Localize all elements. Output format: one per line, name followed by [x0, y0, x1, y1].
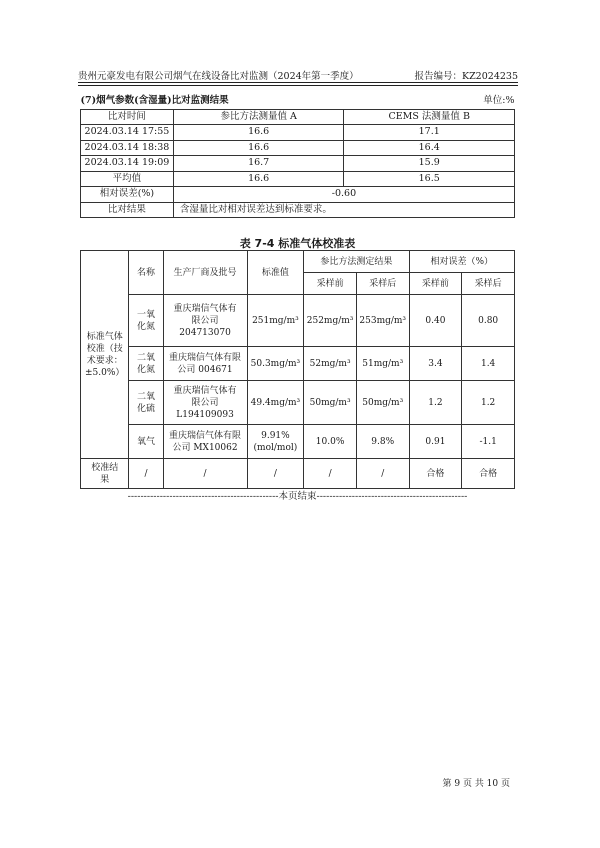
gas-after: 51mg/m³: [356, 347, 409, 381]
table-row: [81, 156, 515, 172]
gas-std: 251mg/m³: [247, 295, 304, 347]
page-number: 第 9 页 共 10 页: [442, 779, 510, 789]
gas-err-before: 0.40: [409, 295, 462, 347]
result-cell: /: [163, 459, 247, 489]
cell-ref: 16.6: [173, 125, 344, 141]
cell-ref: 16.6: [173, 140, 344, 156]
cell-cems: 16.4: [344, 140, 515, 156]
col-header-ref-group: 参比方法测定结果: [304, 251, 409, 273]
gas-maker: 重庆瑞信气体有限公司204713070: [163, 295, 247, 347]
col-header-ref: 参比方法测量值 A: [173, 109, 344, 125]
table-row: [81, 125, 515, 141]
table-row: [81, 295, 515, 347]
report-number: 报告编号：KZ2024235: [414, 71, 518, 82]
header-rule-thin: [78, 85, 518, 86]
gas-err-before: 3.4: [409, 347, 462, 381]
col-header-name: 名称: [129, 251, 163, 295]
gas-name: 氧气: [129, 425, 163, 459]
cell-time: 2024.03.14 19:09: [81, 156, 174, 172]
gas-name: 二氧化氮: [129, 347, 163, 381]
gas-after: 50mg/m³: [356, 381, 409, 425]
header-title: 贵州元豪发电有限公司烟气在线设备比对监测（2024年第一季度）: [78, 71, 359, 82]
calibration-label: 标准气体校准（技术要求：±5.0%）: [81, 251, 129, 459]
table-row: [81, 381, 515, 425]
calibration-table-title: 表 7-4 标准气体校准表: [239, 237, 356, 250]
result-cell: /: [247, 459, 304, 489]
unit-label: 单位:%: [344, 94, 515, 109]
average-ref: 16.6: [173, 171, 344, 187]
gas-maker: 重庆瑞信气体有限公司 004671: [163, 347, 247, 381]
col-header-maker: 生产厂商及批号: [163, 251, 247, 295]
gas-std: 9.91%(mol/mol): [247, 425, 304, 459]
gas-before: 10.0%: [304, 425, 357, 459]
table-row: [81, 347, 515, 381]
calibration-result-row: [81, 459, 515, 489]
result-cell: /: [129, 459, 163, 489]
gas-maker: 重庆瑞信气体有限公司 MX10062: [163, 425, 247, 459]
result-value: 含湿量比对相对误差达到标准要求。: [173, 202, 514, 218]
gas-after: 9.8%: [356, 425, 409, 459]
gas-err-after: 0.80: [462, 295, 515, 347]
relative-error-label: 相对误差(%): [81, 187, 174, 203]
page-end-line: -----------------------------------------------本页结束-----------------------------------------------: [127, 491, 468, 502]
average-cems: 16.5: [344, 171, 515, 187]
gas-err-before: 0.91: [409, 425, 462, 459]
gas-err-before: 1.2: [409, 381, 462, 425]
gas-std: 49.4mg/m³: [247, 381, 304, 425]
cell-cems: 17.1: [344, 125, 515, 141]
gas-err-after: -1.1: [462, 425, 515, 459]
col-header-before: 采样前: [304, 273, 357, 295]
gas-name: 一氧化氮: [129, 295, 163, 347]
relative-error-row: [81, 187, 515, 203]
average-row: [81, 171, 515, 187]
page-header: [78, 68, 518, 82]
cell-time: 2024.03.14 17:55: [81, 125, 174, 141]
col-header-err-group: 相对误差（%）: [409, 251, 514, 273]
result-cell: /: [356, 459, 409, 489]
average-label: 平均值: [81, 171, 174, 187]
col-header-std: 标准值: [247, 251, 304, 295]
gas-before: 252mg/m³: [304, 295, 357, 347]
col-header-err-after: 采样后: [462, 273, 515, 295]
calibration-result-label: 校准结果: [81, 459, 129, 489]
gas-maker: 重庆瑞信气体有限公司L194109093: [163, 381, 247, 425]
result-label: 比对结果: [81, 202, 174, 218]
result-row: [81, 202, 515, 218]
table-row: [81, 140, 515, 156]
cell-cems: 15.9: [344, 156, 515, 172]
gas-name: 二氧化硫: [129, 381, 163, 425]
relative-error-value: -0.60: [173, 187, 514, 203]
gas-std: 50.3mg/m³: [247, 347, 304, 381]
result-pass: 合格: [409, 459, 462, 489]
result-cell: /: [304, 459, 357, 489]
cell-ref: 16.7: [173, 156, 344, 172]
gas-before: 52mg/m³: [304, 347, 357, 381]
calibration-table: [80, 250, 515, 489]
result-pass: 合格: [462, 459, 515, 489]
gas-after: 253mg/m³: [356, 295, 409, 347]
header-rule: [78, 82, 518, 83]
moisture-comparison-table: [80, 94, 515, 218]
col-header-cems: CEMS 法测量值 B: [344, 109, 515, 125]
cell-time: 2024.03.14 18:38: [81, 140, 174, 156]
gas-before: 50mg/m³: [304, 381, 357, 425]
gas-err-after: 1.2: [462, 381, 515, 425]
col-header-err-before: 采样前: [409, 273, 462, 295]
col-header-time: 比对时间: [81, 109, 174, 125]
table-row: [81, 425, 515, 459]
col-header-after: 采样后: [356, 273, 409, 295]
gas-err-after: 1.4: [462, 347, 515, 381]
table-caption: (7)烟气参数(含湿量)比对监测结果: [81, 94, 344, 109]
